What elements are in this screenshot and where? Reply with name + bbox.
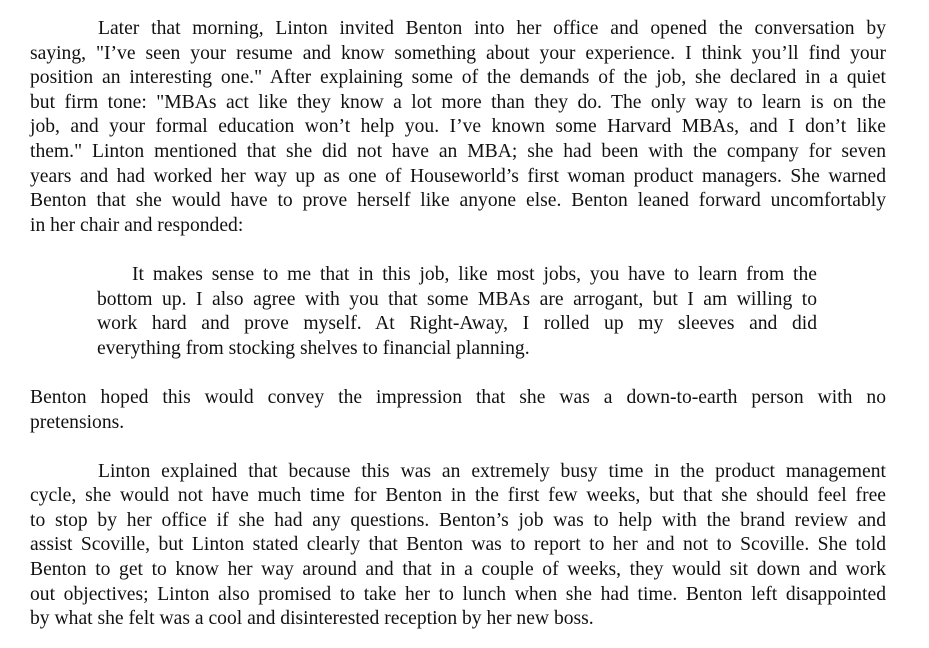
text-line: but firm tone: "MBAs act like they know a lot more than they do. The only way to learn is on the	[30, 91, 886, 113]
paragraph-spacer	[30, 435, 886, 460]
text-line: Benton that she would have to prove herself like anyone else. Benton leaned forward uncomfortably	[30, 190, 886, 212]
text-line: them." Linton mentioned that she did not have an MBA; she had been with the company for seven	[30, 140, 886, 162]
text-line: Linton explained that because this was an extremely busy time in the product management	[98, 460, 886, 482]
text-line: saying, "I’ve seen your resume and know something about your experience. I think you’ll find your	[30, 42, 886, 64]
text-line: everything from stocking shelves to financial planning.	[97, 337, 530, 359]
text-line: bottom up. I also agree with you that some MBAs are arrogant, but I am willing to	[97, 288, 817, 310]
blockquote-benton-response	[97, 263, 817, 361]
text-line: work hard and prove myself. At Right-Away, I rolled up my sleeves and did	[97, 313, 817, 335]
text-line: pretensions.	[30, 411, 125, 433]
text-line: by what she felt was a cool and disinterested reception by her new boss.	[30, 608, 594, 630]
text-line: in her chair and responded:	[30, 214, 244, 236]
paragraph-spacer	[30, 238, 886, 263]
text-line: cycle, she would not have much time for Benton in the first few weeks, but that she should feel free	[30, 485, 886, 507]
text-line: years and had worked her way up as one of Houseworld’s first woman product managers. She warned	[30, 165, 886, 187]
text-line: out objectives; Linton also promised to take her to lunch when she had time. Benton left disappointed	[30, 583, 886, 605]
text-line: Benton to get to know her way around and that in a couple of weeks, they would sit down and work	[30, 559, 886, 581]
paragraph-benton-hoped	[30, 386, 886, 435]
text-line: to stop by her office if she had any questions. Benton’s job was to help with the brand review and	[30, 509, 886, 531]
paragraph-spacer	[30, 361, 886, 386]
paragraph-linton-meeting	[30, 17, 886, 238]
text-line: assist Scoville, but Linton stated clearly that Benton was to report to her and not to Scoville. She told	[30, 534, 886, 556]
text-line: It makes sense to me that in this job, like most jobs, you have to learn from the	[132, 263, 817, 285]
text-line: position an interesting one." After explaining some of the demands of the job, she declared in a quiet	[30, 67, 886, 89]
paragraph-linton-explained	[30, 460, 886, 632]
text-line: Later that morning, Linton invited Benton into her office and opened the conversation by	[98, 18, 886, 39]
document-page	[30, 17, 886, 632]
text-line: Benton hoped this would convey the impression that she was a down-to-earth person with no	[30, 386, 886, 408]
text-line: job, and your formal education won’t help you. I’ve known some Harvard MBAs, and I don’t like	[30, 116, 886, 138]
